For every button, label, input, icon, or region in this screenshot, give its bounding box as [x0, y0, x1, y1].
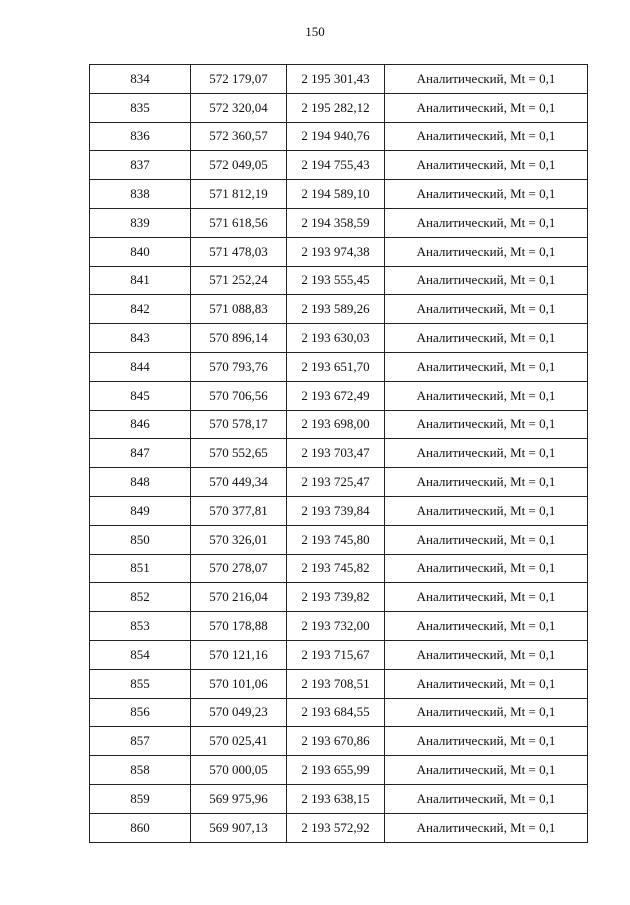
- point-number-cell: 841: [90, 266, 191, 295]
- point-number-cell: 859: [90, 784, 191, 813]
- y-coordinate-cell: 2 193 672,49: [287, 381, 385, 410]
- point-number-cell: 839: [90, 208, 191, 237]
- point-number-cell: 845: [90, 381, 191, 410]
- point-number-cell: 848: [90, 468, 191, 497]
- table-row: [90, 525, 588, 554]
- method-cell: Аналитический, Mt = 0,1: [385, 640, 588, 669]
- point-number-cell: 852: [90, 583, 191, 612]
- y-coordinate-cell: 2 193 655,99: [287, 756, 385, 785]
- method-cell: Аналитический, Mt = 0,1: [385, 381, 588, 410]
- x-coordinate-cell: 571 618,56: [191, 208, 287, 237]
- point-number-cell: 860: [90, 813, 191, 842]
- table-row: [90, 669, 588, 698]
- x-coordinate-cell: 571 812,19: [191, 180, 287, 209]
- y-coordinate-cell: 2 193 698,00: [287, 410, 385, 439]
- x-coordinate-cell: 571 088,83: [191, 295, 287, 324]
- table-row: [90, 583, 588, 612]
- table-row: [90, 468, 588, 497]
- x-coordinate-cell: 571 478,03: [191, 237, 287, 266]
- table-row: [90, 237, 588, 266]
- method-cell: Аналитический, Mt = 0,1: [385, 756, 588, 785]
- method-cell: Аналитический, Mt = 0,1: [385, 813, 588, 842]
- point-number-cell: 850: [90, 525, 191, 554]
- y-coordinate-cell: 2 195 282,12: [287, 93, 385, 122]
- method-cell: Аналитический, Mt = 0,1: [385, 237, 588, 266]
- table-row: [90, 65, 588, 94]
- y-coordinate-cell: 2 194 589,10: [287, 180, 385, 209]
- x-coordinate-cell: 570 278,07: [191, 554, 287, 583]
- table-row: [90, 295, 588, 324]
- x-coordinate-cell: 570 000,05: [191, 756, 287, 785]
- point-number-cell: 838: [90, 180, 191, 209]
- method-cell: Аналитический, Mt = 0,1: [385, 468, 588, 497]
- method-cell: Аналитический, Mt = 0,1: [385, 266, 588, 295]
- point-number-cell: 849: [90, 496, 191, 525]
- method-cell: Аналитический, Mt = 0,1: [385, 208, 588, 237]
- point-number-cell: 834: [90, 65, 191, 94]
- point-number-cell: 844: [90, 352, 191, 381]
- table-row: [90, 554, 588, 583]
- y-coordinate-cell: 2 193 572,92: [287, 813, 385, 842]
- table-row: [90, 180, 588, 209]
- point-number-cell: 847: [90, 439, 191, 468]
- method-cell: Аналитический, Mt = 0,1: [385, 151, 588, 180]
- point-number-cell: 854: [90, 640, 191, 669]
- y-coordinate-cell: 2 193 708,51: [287, 669, 385, 698]
- table-row: [90, 122, 588, 151]
- method-cell: Аналитический, Mt = 0,1: [385, 65, 588, 94]
- x-coordinate-cell: 570 025,41: [191, 727, 287, 756]
- y-coordinate-cell: 2 194 755,43: [287, 151, 385, 180]
- coordinates-table-body: [90, 65, 588, 843]
- x-coordinate-cell: 570 896,14: [191, 324, 287, 353]
- x-coordinate-cell: 570 326,01: [191, 525, 287, 554]
- y-coordinate-cell: 2 193 638,15: [287, 784, 385, 813]
- point-number-cell: 855: [90, 669, 191, 698]
- table-row: [90, 93, 588, 122]
- x-coordinate-cell: 572 049,05: [191, 151, 287, 180]
- y-coordinate-cell: 2 193 725,47: [287, 468, 385, 497]
- y-coordinate-cell: 2 193 703,47: [287, 439, 385, 468]
- table-row: [90, 151, 588, 180]
- x-coordinate-cell: 570 552,65: [191, 439, 287, 468]
- y-coordinate-cell: 2 193 745,80: [287, 525, 385, 554]
- y-coordinate-cell: 2 193 555,45: [287, 266, 385, 295]
- x-coordinate-cell: 570 449,34: [191, 468, 287, 497]
- method-cell: Аналитический, Mt = 0,1: [385, 122, 588, 151]
- point-number-cell: 837: [90, 151, 191, 180]
- y-coordinate-cell: 2 194 358,59: [287, 208, 385, 237]
- y-coordinate-cell: 2 193 745,82: [287, 554, 385, 583]
- method-cell: Аналитический, Mt = 0,1: [385, 496, 588, 525]
- x-coordinate-cell: 570 216,04: [191, 583, 287, 612]
- table-row: [90, 439, 588, 468]
- point-number-cell: 846: [90, 410, 191, 439]
- point-number-cell: 856: [90, 698, 191, 727]
- x-coordinate-cell: 572 320,04: [191, 93, 287, 122]
- x-coordinate-cell: 570 101,06: [191, 669, 287, 698]
- y-coordinate-cell: 2 193 739,84: [287, 496, 385, 525]
- x-coordinate-cell: 570 049,23: [191, 698, 287, 727]
- x-coordinate-cell: 572 179,07: [191, 65, 287, 94]
- table-row: [90, 784, 588, 813]
- y-coordinate-cell: 2 193 630,03: [287, 324, 385, 353]
- y-coordinate-cell: 2 193 974,38: [287, 237, 385, 266]
- point-number-cell: 843: [90, 324, 191, 353]
- y-coordinate-cell: 2 193 589,26: [287, 295, 385, 324]
- y-coordinate-cell: 2 193 651,70: [287, 352, 385, 381]
- x-coordinate-cell: 572 360,57: [191, 122, 287, 151]
- point-number-cell: 853: [90, 612, 191, 641]
- x-coordinate-cell: 570 793,76: [191, 352, 287, 381]
- y-coordinate-cell: 2 193 670,86: [287, 727, 385, 756]
- table-row: [90, 381, 588, 410]
- y-coordinate-cell: 2 193 739,82: [287, 583, 385, 612]
- x-coordinate-cell: 570 706,56: [191, 381, 287, 410]
- table-row: [90, 756, 588, 785]
- method-cell: Аналитический, Mt = 0,1: [385, 525, 588, 554]
- table-row: [90, 352, 588, 381]
- method-cell: Аналитический, Mt = 0,1: [385, 352, 588, 381]
- point-number-cell: 857: [90, 727, 191, 756]
- table-row: [90, 727, 588, 756]
- y-coordinate-cell: 2 193 715,67: [287, 640, 385, 669]
- point-number-cell: 858: [90, 756, 191, 785]
- x-coordinate-cell: 571 252,24: [191, 266, 287, 295]
- point-number-cell: 851: [90, 554, 191, 583]
- table-row: [90, 266, 588, 295]
- method-cell: Аналитический, Mt = 0,1: [385, 93, 588, 122]
- x-coordinate-cell: 569 907,13: [191, 813, 287, 842]
- x-coordinate-cell: 570 578,17: [191, 410, 287, 439]
- point-number-cell: 840: [90, 237, 191, 266]
- method-cell: Аналитический, Mt = 0,1: [385, 612, 588, 641]
- method-cell: Аналитический, Mt = 0,1: [385, 439, 588, 468]
- point-number-cell: 835: [90, 93, 191, 122]
- point-number-cell: 836: [90, 122, 191, 151]
- table-row: [90, 324, 588, 353]
- method-cell: Аналитический, Mt = 0,1: [385, 698, 588, 727]
- page-number: 150: [305, 24, 325, 39]
- point-number-cell: 842: [90, 295, 191, 324]
- y-coordinate-cell: 2 193 732,00: [287, 612, 385, 641]
- method-cell: Аналитический, Mt = 0,1: [385, 669, 588, 698]
- table-row: [90, 208, 588, 237]
- method-cell: Аналитический, Mt = 0,1: [385, 295, 588, 324]
- coordinates-table: [89, 64, 588, 843]
- x-coordinate-cell: 569 975,96: [191, 784, 287, 813]
- method-cell: Аналитический, Mt = 0,1: [385, 324, 588, 353]
- table-row: [90, 640, 588, 669]
- table-row: [90, 496, 588, 525]
- y-coordinate-cell: 2 195 301,43: [287, 65, 385, 94]
- table-row: [90, 410, 588, 439]
- x-coordinate-cell: 570 377,81: [191, 496, 287, 525]
- x-coordinate-cell: 570 178,88: [191, 612, 287, 641]
- y-coordinate-cell: 2 194 940,76: [287, 122, 385, 151]
- method-cell: Аналитический, Mt = 0,1: [385, 180, 588, 209]
- method-cell: Аналитический, Mt = 0,1: [385, 727, 588, 756]
- method-cell: Аналитический, Mt = 0,1: [385, 784, 588, 813]
- table-row: [90, 813, 588, 842]
- table-row: [90, 698, 588, 727]
- y-coordinate-cell: 2 193 684,55: [287, 698, 385, 727]
- x-coordinate-cell: 570 121,16: [191, 640, 287, 669]
- method-cell: Аналитический, Mt = 0,1: [385, 410, 588, 439]
- table-row: [90, 612, 588, 641]
- method-cell: Аналитический, Mt = 0,1: [385, 554, 588, 583]
- method-cell: Аналитический, Mt = 0,1: [385, 583, 588, 612]
